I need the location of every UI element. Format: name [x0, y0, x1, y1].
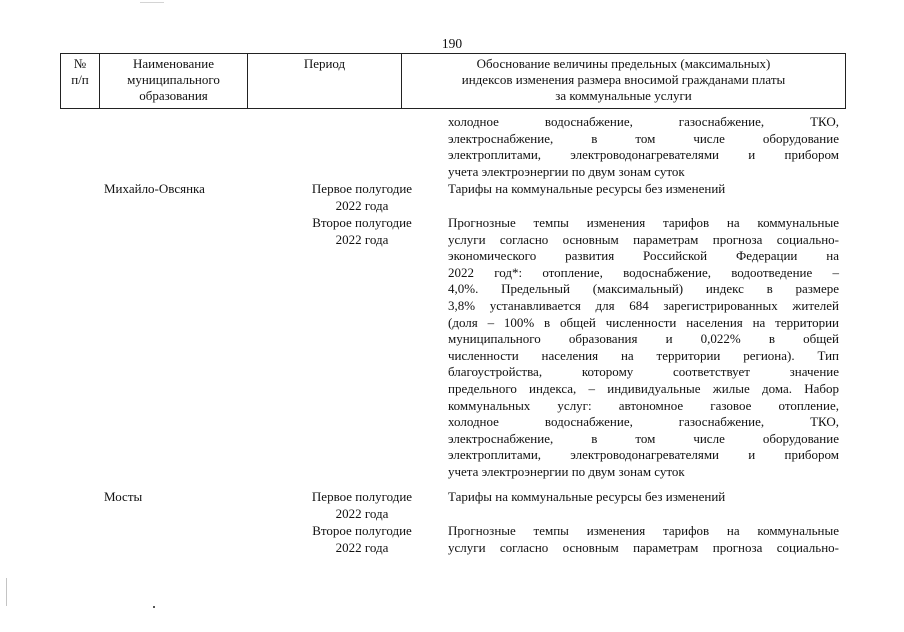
period-second-half: Второе полугодие 2022 года	[312, 215, 412, 247]
table-header	[60, 53, 846, 109]
header-basis-column: Обоснование величины предельных (максимальных) индексов изменения размера вносимой гражданами платы за коммунальные услуги	[461, 56, 786, 103]
text-line: учета электроэнергии по двум зонам суток	[448, 163, 685, 179]
period-second-half: Второе полугодие 2022 года	[312, 523, 412, 555]
text-line: услуги согласно основным параметрам прогноза социально-	[448, 539, 839, 555]
period-first-half: Первое полугодие 2022 года	[311, 489, 413, 521]
text-line: электроснабжение, в том числе оборудование	[448, 130, 839, 146]
header-number-column: № п/п	[61, 54, 100, 108]
text-line: электроплитами, электроводонагревателями и прибором	[448, 147, 839, 163]
basis-second-half	[448, 215, 839, 481]
text-line: 2022 год*: отопление, водоснабжение, водоотведение –	[448, 264, 839, 280]
text-line: экономического развития Российской Федерации на	[448, 248, 839, 264]
text-line: муниципального образования и 0,022% в общей	[448, 331, 839, 347]
text-line: 3,8% устанавливается для 684 зарегистрированных жителей	[448, 297, 839, 313]
basis-first-half: Тарифы на коммунальные ресурсы без изменений	[448, 489, 726, 504]
page-number: 190	[441, 36, 463, 51]
text-line: 4,0%. Предельный (максимальный) индекс в размере	[448, 281, 839, 297]
text-line: холодное водоснабжение, газоснабжение, ТКО,	[448, 414, 839, 430]
scan-artifact	[140, 2, 164, 3]
text-line: электроплитами, электроводонагревателями и прибором	[448, 447, 839, 463]
scan-artifact	[6, 578, 7, 606]
header-period-column: Период	[248, 54, 402, 108]
text-line: (доля – 100% в общей численности населения на территории	[448, 314, 839, 330]
text-line: численности населения на территории региона). Тип	[448, 347, 839, 363]
header-municipality-column: Наименование муниципального образования	[100, 54, 248, 108]
scan-artifact	[153, 606, 155, 608]
basis-first-half: Тарифы на коммунальные ресурсы без изменений	[448, 181, 726, 196]
text-line: Прогнозные темпы изменения тарифов на коммунальные	[448, 523, 839, 538]
text-line: благоустройства, которому соответствует значение	[448, 364, 839, 380]
text-line: предельного индекса, – индивидуальные жилые дома. Набор	[448, 380, 839, 396]
municipality-name: Мосты	[104, 489, 143, 504]
period-first-half: Первое полугодие 2022 года	[311, 181, 413, 213]
basis-second-half	[448, 523, 839, 556]
text-line: учета электроэнергии по двум зонам суток	[448, 463, 685, 479]
continuation-basis-text	[448, 114, 839, 180]
text-line: коммунальных услуг: автономное газовое отопление,	[448, 397, 839, 413]
text-line: услуги согласно основным параметрам прогноза социально-	[448, 231, 839, 247]
text-line: холодное водоснабжение, газоснабжение, ТКО,	[448, 114, 839, 129]
municipality-name: Михайло-Овсянка	[104, 181, 205, 196]
text-line: электроснабжение, в том числе оборудование	[448, 430, 839, 446]
text-line: Прогнозные темпы изменения тарифов на коммунальные	[448, 215, 839, 230]
